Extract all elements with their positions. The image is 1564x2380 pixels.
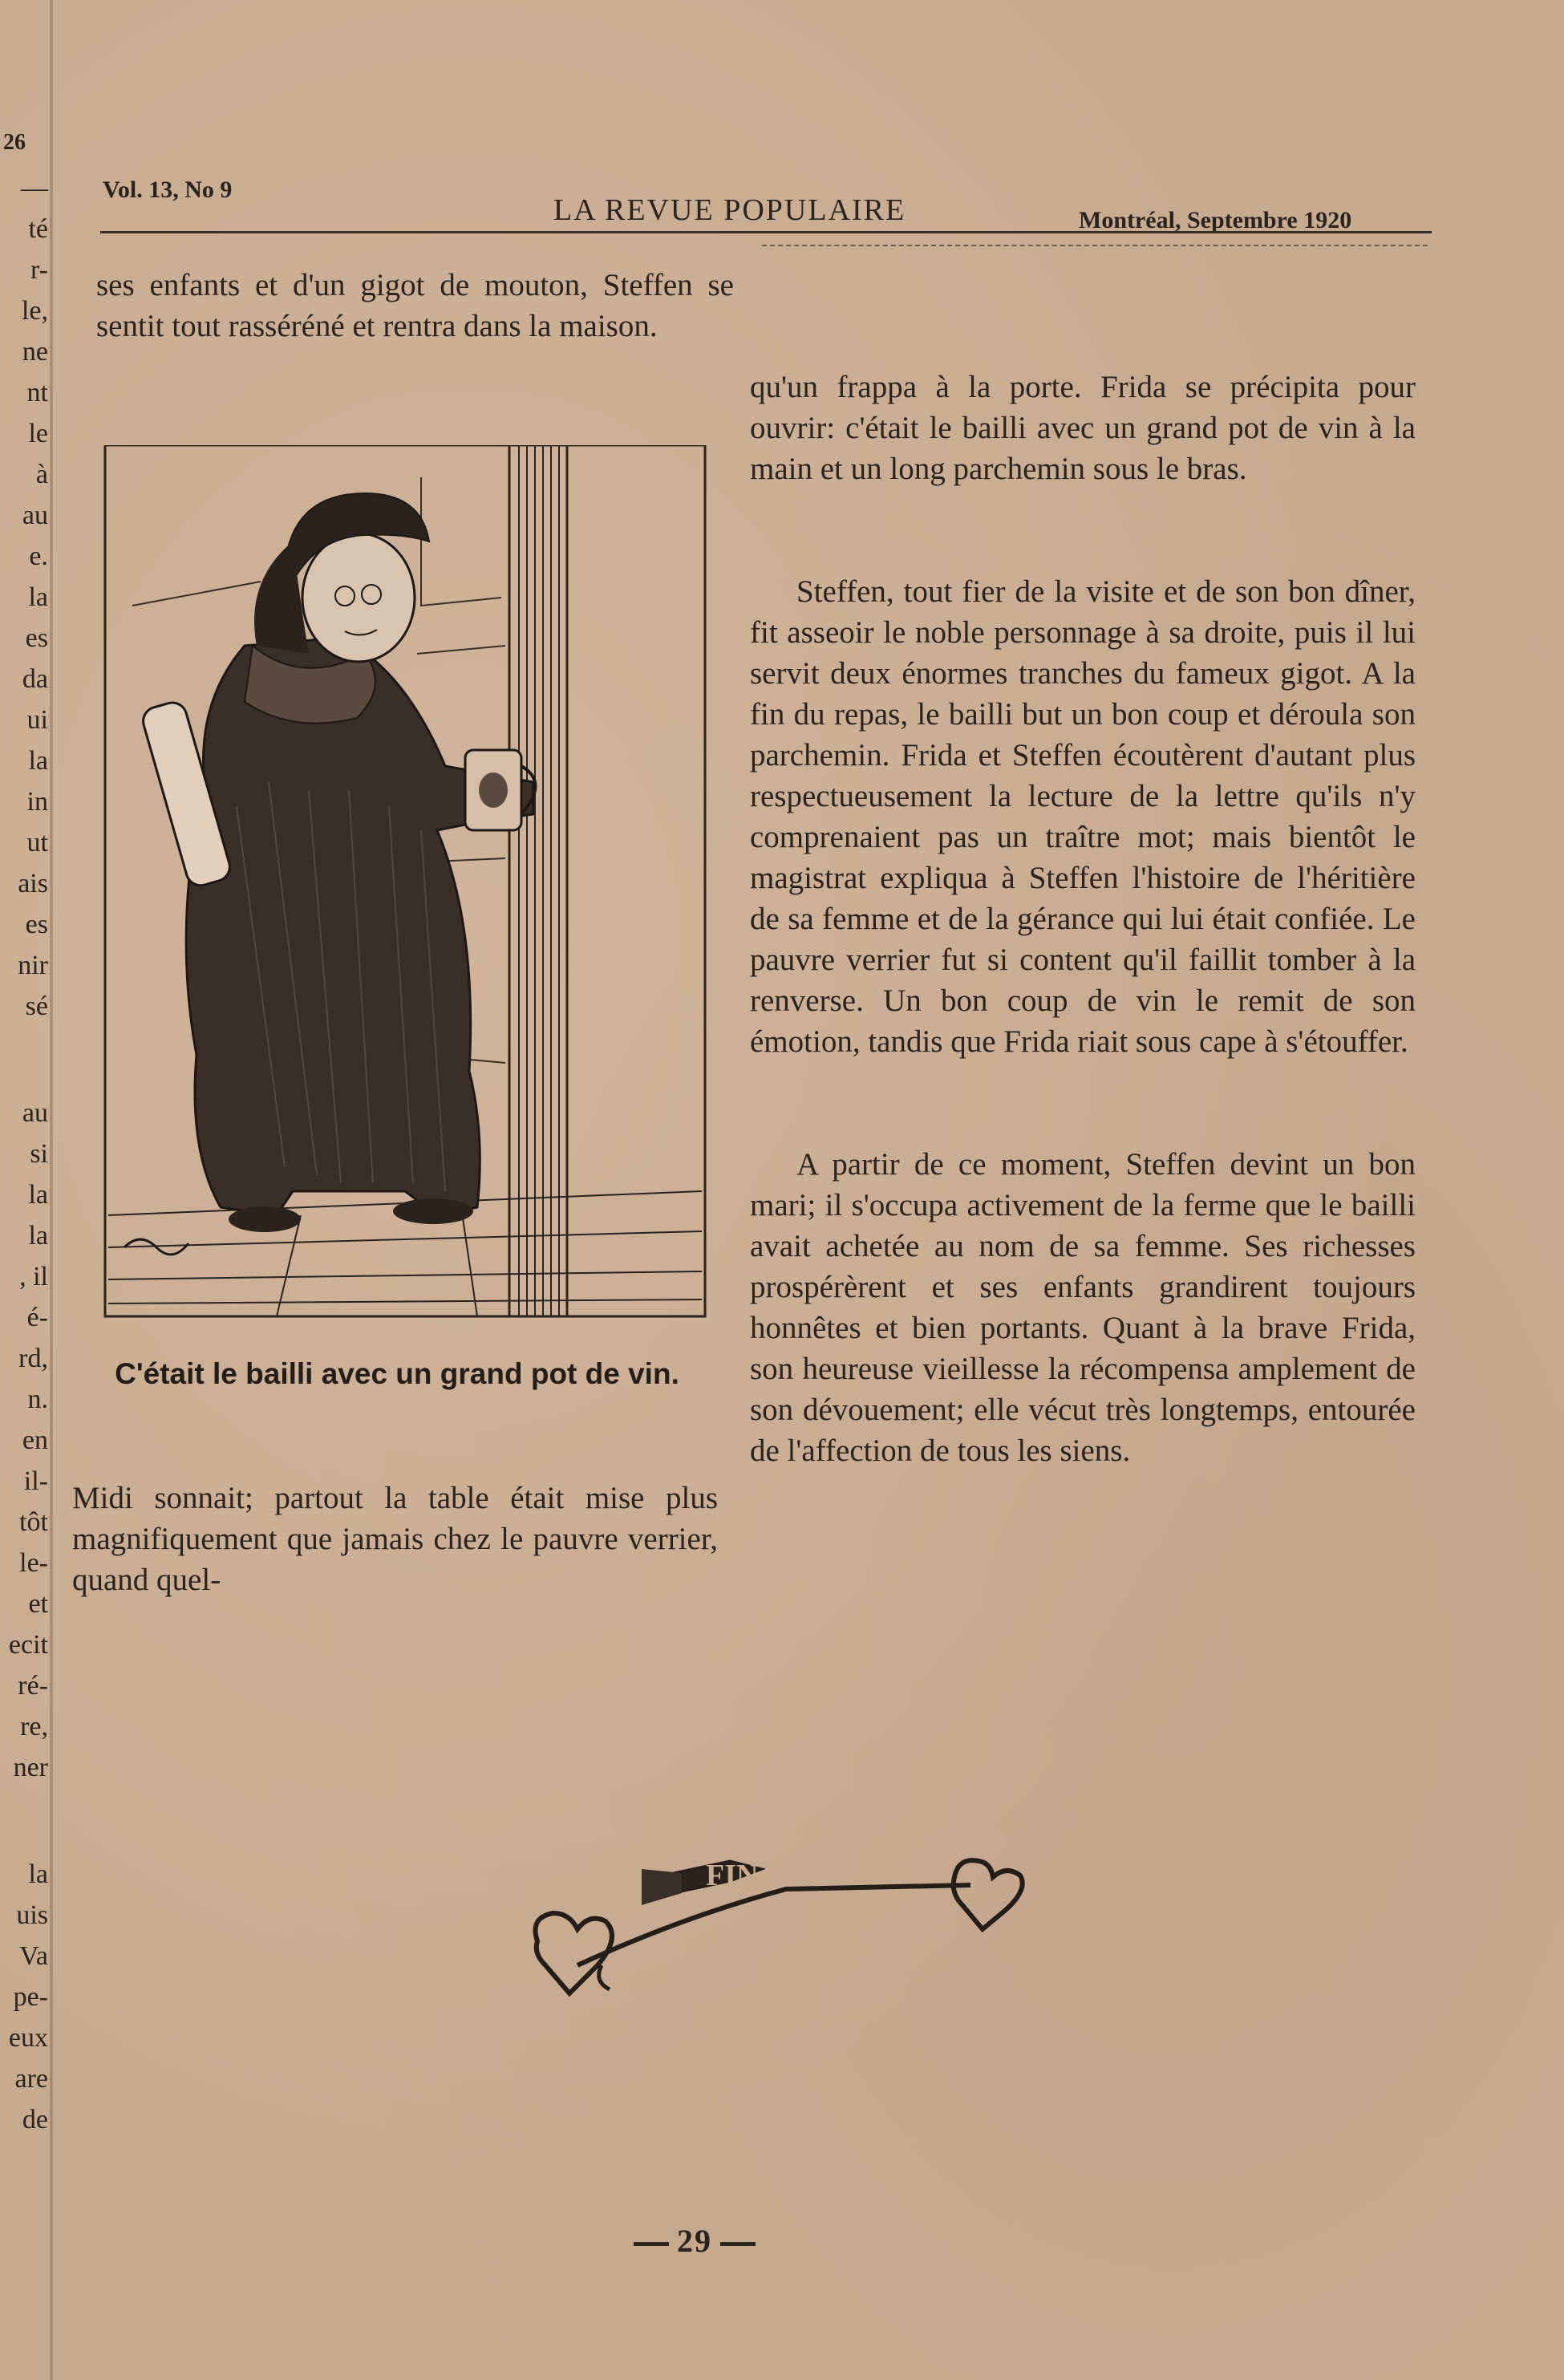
facing-page-fragment: si xyxy=(30,1139,48,1169)
paragraph: A partir de ce moment, Steffen devint un bon mari; il s'occupa activement de la ferme que le bailli avait achetée au nom de sa femme. Ses richesses prospérèrent et ses enfants grandirent toujours honnêtes et bien portants. Quant à la brave Frida, son heureuse vieillesse la récompensa amplement de son dévouement; elle vécut très longtemps, entourée de l'affection de tous les siens. xyxy=(750,1147,1424,1468)
facing-page-fragment: au xyxy=(22,501,48,530)
facing-page-fragment: pe- xyxy=(13,1982,48,2012)
facing-page-fragment: es xyxy=(25,910,48,939)
facing-page-edge xyxy=(0,0,56,2380)
facing-page-fragment: à xyxy=(35,460,48,489)
bailli-illustration xyxy=(100,445,710,1320)
facing-page-fragment: ner xyxy=(13,1753,48,1782)
facing-page-fragment: il- xyxy=(23,1466,48,1496)
issue-date: Montréal, Septembre 1920 xyxy=(1079,207,1352,233)
page-fold xyxy=(50,0,53,2380)
facing-page-fragment: de xyxy=(22,2105,48,2135)
left-column-bottom-text: Midi sonnait; partout la table était mise plus magnifiquement que jamais chez le pauvre verrier, quand quel- xyxy=(72,1481,726,1597)
facing-page-fragment: in xyxy=(26,787,48,817)
facing-page-fragment: ui xyxy=(26,705,48,735)
facing-page-fragment: tôt xyxy=(19,1507,48,1537)
fin-word: FIN xyxy=(706,1859,759,1892)
facing-page-fragment: en xyxy=(22,1425,48,1455)
facing-page-fragment: n. xyxy=(27,1385,48,1414)
facing-page-fragment: es xyxy=(25,623,48,653)
facing-page-fragment: ré- xyxy=(18,1671,48,1701)
paragraph: qu'un frappa à la porte. Frida se précipita pour ouvrir: c'était le bailli avec un grand pot de vin à la main et un long parchemin sous le bras. xyxy=(750,370,1424,486)
page-number: 29 xyxy=(626,2222,764,2260)
facing-page-fragment: ut xyxy=(26,828,48,858)
facing-page-fragment: ais xyxy=(18,869,48,898)
facing-page-fragment: ecit xyxy=(8,1630,48,1660)
facing-page-fragment: et xyxy=(28,1589,48,1619)
facing-page-fragment: Va xyxy=(19,1941,48,1971)
facing-page-fragment: eux xyxy=(8,2023,48,2053)
facing-page-fragment: le- xyxy=(19,1548,48,1578)
facing-page-fragment: nir xyxy=(18,951,48,980)
fin-ornament xyxy=(521,1845,1027,2005)
facing-page-fragment: té xyxy=(28,214,48,244)
facing-page-fragment: da xyxy=(22,664,48,694)
facing-page-fragment: re, xyxy=(20,1712,48,1741)
header-rule xyxy=(100,231,1432,233)
facing-page-fragment: are xyxy=(14,2064,48,2094)
facing-page-fragment: nt xyxy=(26,378,48,407)
left-column-top-text: ses enfants et d'un gigot de mouton, Steffen se sentit tout rasséréné et rentra dans la maison. xyxy=(96,268,742,343)
volume-label: Vol. 13, No 9 xyxy=(103,176,233,203)
facing-page-fragment: rd, xyxy=(18,1344,48,1373)
paragraph: Steffen, tout fier de la visite et de son bon dîner, fit asseoir le noble personnage à sa droite, puis il lui servit deux énormes tranches du fameux gigot. A la fin du repas, le bailli but un bon coup et déroula son parchemin. Frida et Steffen écoutèrent d'autant plus respectueusement la lecture de la lettre qu'ils n'y comprenaient pas un traître mot; mais bientôt le magistrat expliqua à Steffen l'histoire de l'héritière de sa femme et de la gérance qui lui était confiée. Le pauvre verrier fut si content qu'il faillit tomber à la renverse. Un bon coup de vin le remit de son émotion, tandis que Frida riait sous cape à s'étouffer. xyxy=(750,574,1424,1059)
facing-page-fragment: r- xyxy=(30,255,48,285)
facing-page-fragment: le, xyxy=(21,296,48,326)
facing-page-fragment: é- xyxy=(26,1303,48,1332)
right-column-text xyxy=(750,285,1424,1553)
header-dashed-rule xyxy=(762,245,1428,246)
facing-page-fragment: , il xyxy=(19,1262,48,1291)
facing-page-fragment: uis xyxy=(16,1900,48,1930)
facing-page-fragment: sé xyxy=(25,991,48,1021)
facing-page-fragment: au xyxy=(22,1098,48,1128)
magazine-title: LA REVUE POPULAIRE xyxy=(553,193,906,227)
facing-page-fragment: la xyxy=(28,1859,48,1889)
facing-page-fragment: e. xyxy=(29,541,48,571)
facing-page-fragment: la xyxy=(28,1221,48,1251)
facing-page-fragment: la xyxy=(28,746,48,776)
facing-page-fragment: — xyxy=(21,173,48,203)
facing-page-fragment: le xyxy=(28,419,48,448)
facing-page-fragment: la xyxy=(28,1180,48,1210)
facing-page-fragment: ne xyxy=(22,337,48,367)
facing-page-number: 26 xyxy=(3,130,26,155)
facing-page-fragment: la xyxy=(28,582,48,612)
illustration-caption: C'était le bailli avec un grand pot de vin. xyxy=(115,1357,679,1390)
